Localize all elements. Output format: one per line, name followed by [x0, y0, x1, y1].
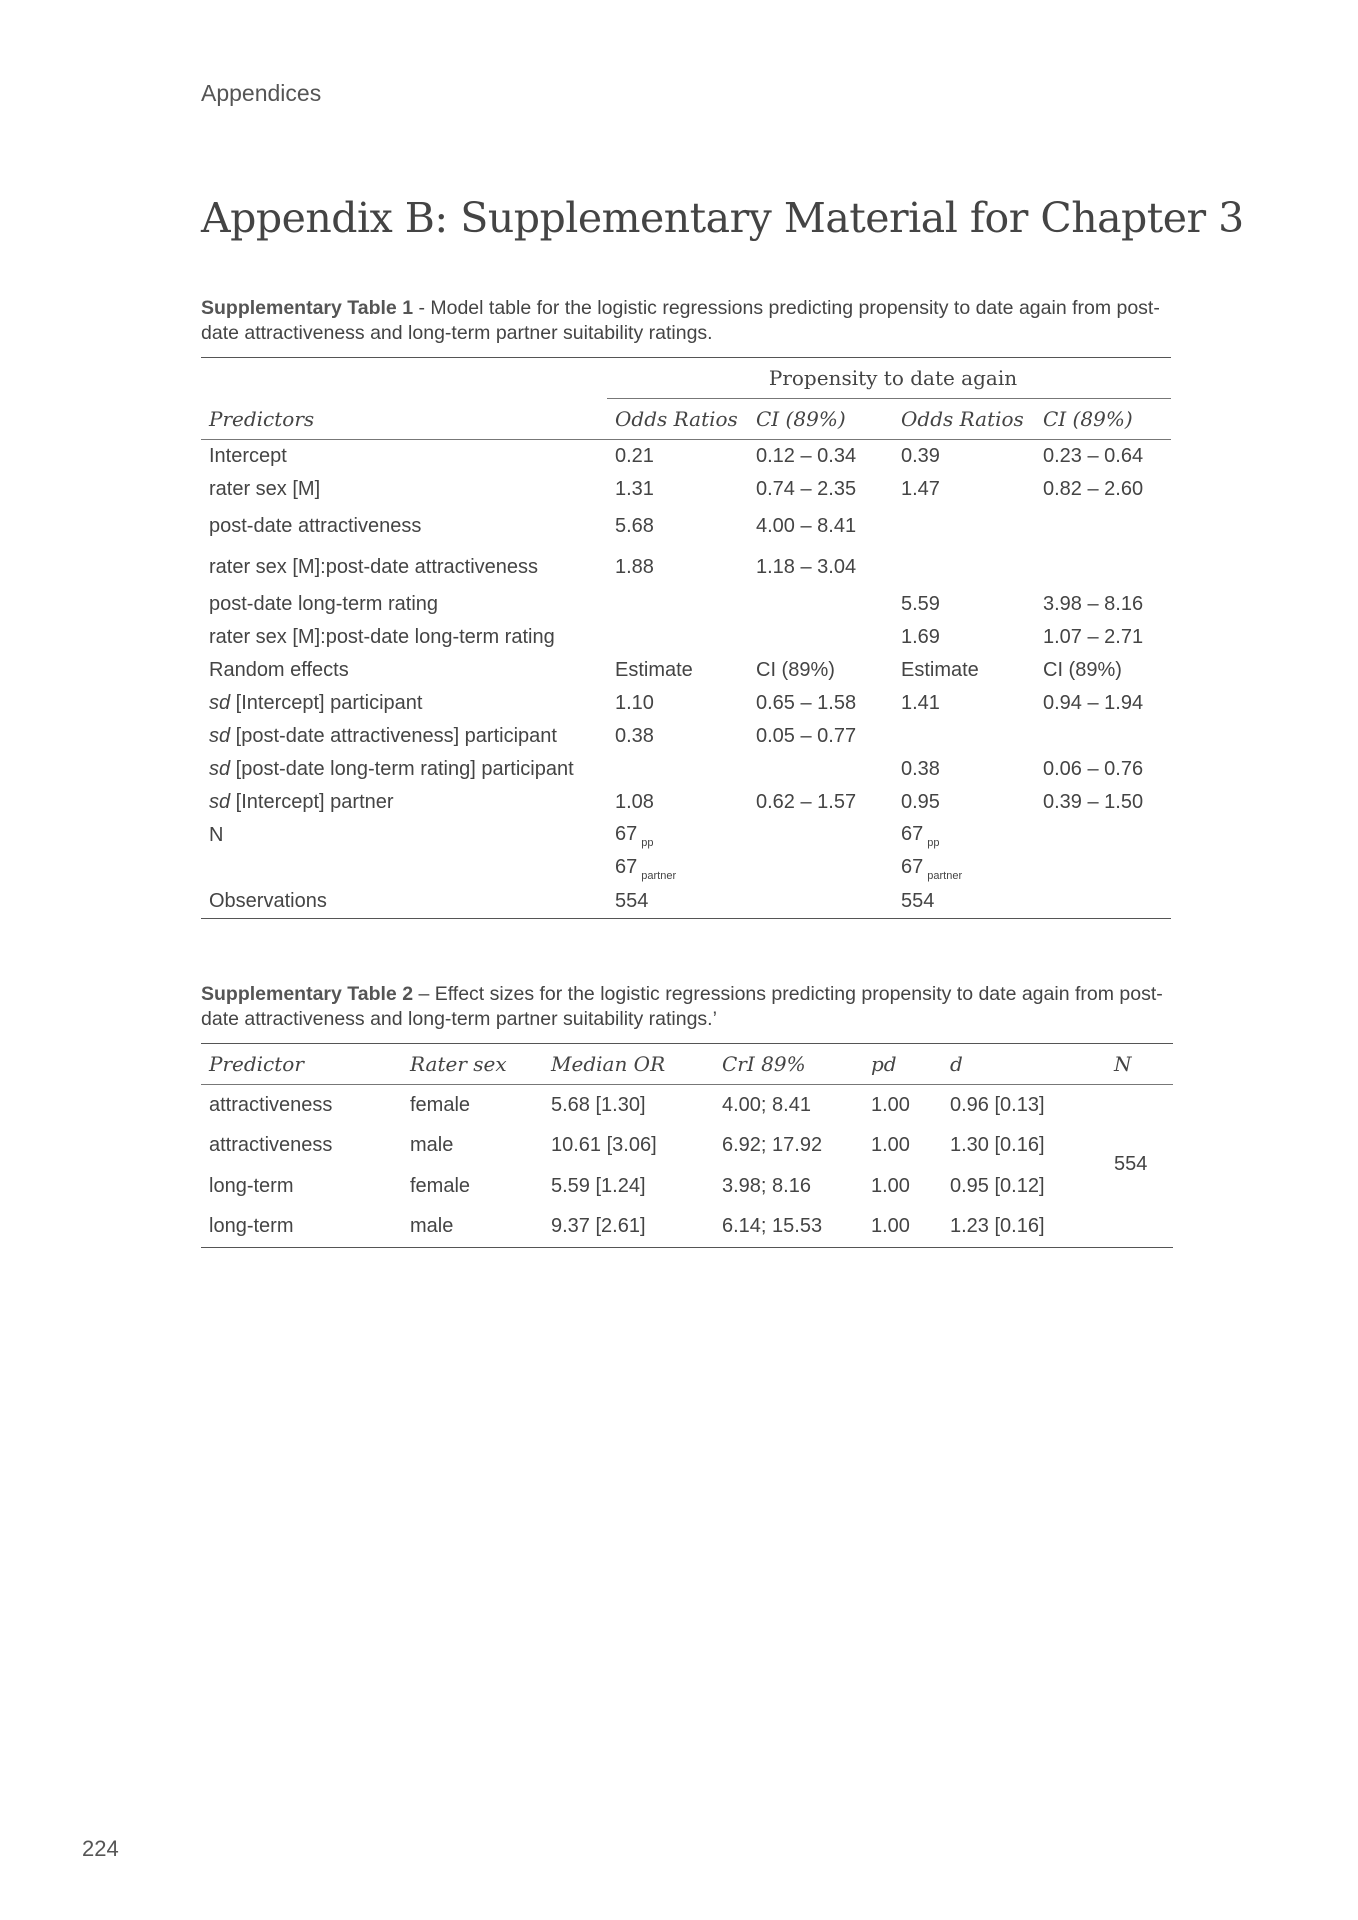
table-row — [201, 440, 1171, 474]
table-row — [201, 473, 1171, 506]
cell: male — [410, 1215, 454, 1238]
n-value: 67 — [901, 855, 924, 878]
table-row — [201, 1085, 1173, 1126]
cell: 1.00 — [871, 1215, 910, 1238]
cell: 1.30 [0.16] — [950, 1134, 1045, 1157]
table1-caption-text: - Model table for the logistic regressions predicting propensity to date again from post-date attractiveness and long-term partner suitability ratings. — [201, 297, 1160, 344]
cell: 1.41 — [901, 692, 940, 714]
cell — [607, 852, 748, 885]
cell: 1.00 — [871, 1174, 910, 1197]
row-label: Random effects — [209, 659, 349, 681]
cell: attractiveness — [209, 1134, 333, 1157]
cell: female — [410, 1093, 471, 1116]
cell: long-term — [209, 1215, 294, 1238]
table-row — [201, 753, 1171, 786]
row-label — [201, 687, 607, 720]
table1-caption-label: Supplementary Table 1 — [201, 297, 414, 319]
cell — [748, 753, 893, 786]
cell — [607, 753, 748, 786]
chapter-title: Appendix B: Supplementary Material for Chapter 3 — [201, 194, 1244, 242]
table-row — [201, 1126, 1173, 1167]
cell: 3.98 – 8.16 — [1043, 593, 1144, 615]
cell: 1.47 — [901, 478, 940, 500]
cell — [893, 852, 1035, 885]
table2-caption-text: – Effect sizes for the logistic regressions predicting propensity to date again from post-date attractiveness and long-term partner suitability ratings.’ — [201, 983, 1163, 1030]
row-label-text: [Intercept] partner — [230, 791, 394, 813]
table-row — [201, 786, 1171, 819]
n-subscript: partner — [927, 869, 963, 882]
cell: 5.59 — [901, 593, 940, 615]
row-label: post-date attractiveness — [209, 515, 422, 537]
table2-header-row — [201, 1044, 1173, 1085]
n-cell: 554 — [1114, 1152, 1148, 1175]
cell: male — [410, 1134, 454, 1157]
cell: 0.65 – 1.58 — [756, 692, 857, 714]
col-header-cri: CrI 89% — [714, 1044, 863, 1085]
cell: 5.68 [1.30] — [551, 1093, 646, 1116]
col-header-pd: pd — [863, 1044, 942, 1085]
cell — [748, 588, 893, 621]
cell: 0.05 – 0.77 — [756, 725, 857, 747]
cell: 0.38 — [901, 758, 940, 780]
cell: 0.39 — [901, 445, 940, 467]
table2-caption-label: Supplementary Table 2 — [201, 983, 414, 1005]
table1-caption — [201, 296, 1171, 346]
sd-label: sd — [209, 725, 231, 747]
cell: 0.12 – 0.34 — [756, 445, 857, 467]
table-row — [201, 621, 1171, 654]
page-number: 224 — [82, 1836, 119, 1861]
row-label: rater sex [M]:post-date attractiveness — [209, 556, 539, 578]
n-value: 67 — [615, 822, 638, 845]
row-label: Intercept — [209, 445, 287, 467]
sd-label: sd — [209, 692, 231, 714]
col-header-median-or: Median OR — [543, 1044, 714, 1085]
effect-size-table — [201, 1043, 1173, 1248]
col-header-predictor: Predictor — [201, 1044, 402, 1085]
col-header-odds-ratios-2: Odds Ratios — [893, 399, 1035, 440]
row-label: rater sex [M] — [209, 478, 321, 500]
cell — [893, 720, 1035, 753]
n-label: N — [209, 824, 224, 846]
cell: 1.31 — [615, 478, 654, 500]
cell: 1.10 — [615, 692, 654, 714]
cell: 1.00 — [871, 1134, 910, 1157]
row-label-text: [post-date attractiveness] participant — [230, 725, 557, 747]
cell: 1.18 – 3.04 — [756, 556, 857, 578]
sd-label: sd — [209, 758, 231, 780]
table1-header-row — [201, 399, 1171, 440]
cell — [607, 588, 748, 621]
cell — [1035, 547, 1171, 588]
row-label: rater sex [M]:post-date long-term rating — [209, 626, 555, 648]
table-row — [201, 720, 1171, 753]
cell: 1.69 — [901, 626, 940, 648]
cell: 4.00 – 8.41 — [756, 515, 857, 537]
cell: 1.88 — [615, 556, 654, 578]
table-row — [201, 547, 1171, 588]
cell: 0.95 — [901, 791, 940, 813]
n-subscript: pp — [927, 836, 940, 849]
cell: 0.23 – 0.64 — [1043, 445, 1144, 467]
row-label: Observations — [209, 890, 327, 912]
n-pp-row — [201, 819, 1171, 852]
cell: 0.94 – 1.94 — [1043, 692, 1144, 714]
col-header-ci-2: CI (89%) — [1035, 399, 1171, 440]
row-label-text: [Intercept] participant — [230, 692, 423, 714]
n-subscript: partner — [641, 869, 677, 882]
cell: 1.07 – 2.71 — [1043, 626, 1144, 648]
cell — [1035, 506, 1171, 547]
cell: 4.00; 8.41 — [722, 1093, 811, 1116]
cell: 0.74 – 2.35 — [756, 478, 857, 500]
cell: female — [410, 1174, 471, 1197]
row-label-text: [post-date long-term rating] participant — [230, 758, 574, 780]
span-header: Propensity to date again — [607, 358, 1171, 399]
cell: 0.96 [0.13] — [950, 1093, 1045, 1116]
cell: 1.08 — [615, 791, 654, 813]
col-header-d: d — [942, 1044, 1086, 1085]
col-header-rater-sex: Rater sex — [402, 1044, 543, 1085]
cell — [893, 547, 1035, 588]
n-value: 67 — [901, 822, 924, 845]
table-row — [201, 687, 1171, 720]
row-label — [201, 753, 607, 786]
row-label — [201, 720, 607, 753]
table2-caption — [201, 982, 1171, 1032]
cell: long-term — [209, 1174, 294, 1197]
cell — [607, 621, 748, 654]
cell: 3.98; 8.16 — [722, 1174, 811, 1197]
cell: 0.21 — [615, 445, 654, 467]
cell — [893, 506, 1035, 547]
n-subscript: pp — [641, 836, 654, 849]
cell: 9.37 [2.61] — [551, 1215, 646, 1238]
cell: 5.68 — [615, 515, 654, 537]
col-header-predictors: Predictors — [201, 399, 607, 440]
row-label — [201, 786, 607, 819]
cell — [893, 819, 1035, 852]
table-row — [201, 506, 1171, 547]
cell: 0.82 – 2.60 — [1043, 478, 1144, 500]
model-table — [201, 357, 1171, 919]
observations-row — [201, 885, 1171, 919]
random-effects-row — [201, 654, 1171, 687]
n-value: 67 — [615, 855, 638, 878]
cell — [748, 621, 893, 654]
cell — [607, 819, 748, 852]
cell: 0.39 – 1.50 — [1043, 791, 1144, 813]
sd-label: sd — [209, 791, 231, 813]
cell: 0.38 — [615, 725, 654, 747]
cell: 0.95 [0.12] — [950, 1174, 1045, 1197]
table-row — [201, 588, 1171, 621]
table-row — [201, 1207, 1173, 1248]
cell: CI (89%) — [756, 659, 835, 681]
cell: 6.92; 17.92 — [722, 1134, 823, 1157]
col-header-odds-ratios-1: Odds Ratios — [607, 399, 748, 440]
cell: 554 — [615, 890, 649, 912]
cell: 1.23 [0.16] — [950, 1215, 1045, 1238]
row-label: post-date long-term rating — [209, 593, 439, 615]
cell: 0.06 – 0.76 — [1043, 758, 1144, 780]
running-head: Appendices — [201, 80, 322, 106]
n-partner-row — [201, 852, 1171, 885]
cell: CI (89%) — [1043, 659, 1122, 681]
cell: 10.61 [3.06] — [551, 1134, 657, 1157]
cell — [1035, 720, 1171, 753]
cell: attractiveness — [209, 1093, 333, 1116]
table-row — [201, 1166, 1173, 1207]
col-header-n: N — [1086, 1044, 1173, 1085]
cell: 5.59 [1.24] — [551, 1174, 646, 1197]
cell: Estimate — [901, 659, 979, 681]
cell: 6.14; 15.53 — [722, 1215, 823, 1238]
cell: Estimate — [615, 659, 693, 681]
cell: 0.62 – 1.57 — [756, 791, 857, 813]
cell: 1.00 — [871, 1093, 910, 1116]
col-header-ci-1: CI (89%) — [748, 399, 893, 440]
cell: 554 — [901, 890, 935, 912]
